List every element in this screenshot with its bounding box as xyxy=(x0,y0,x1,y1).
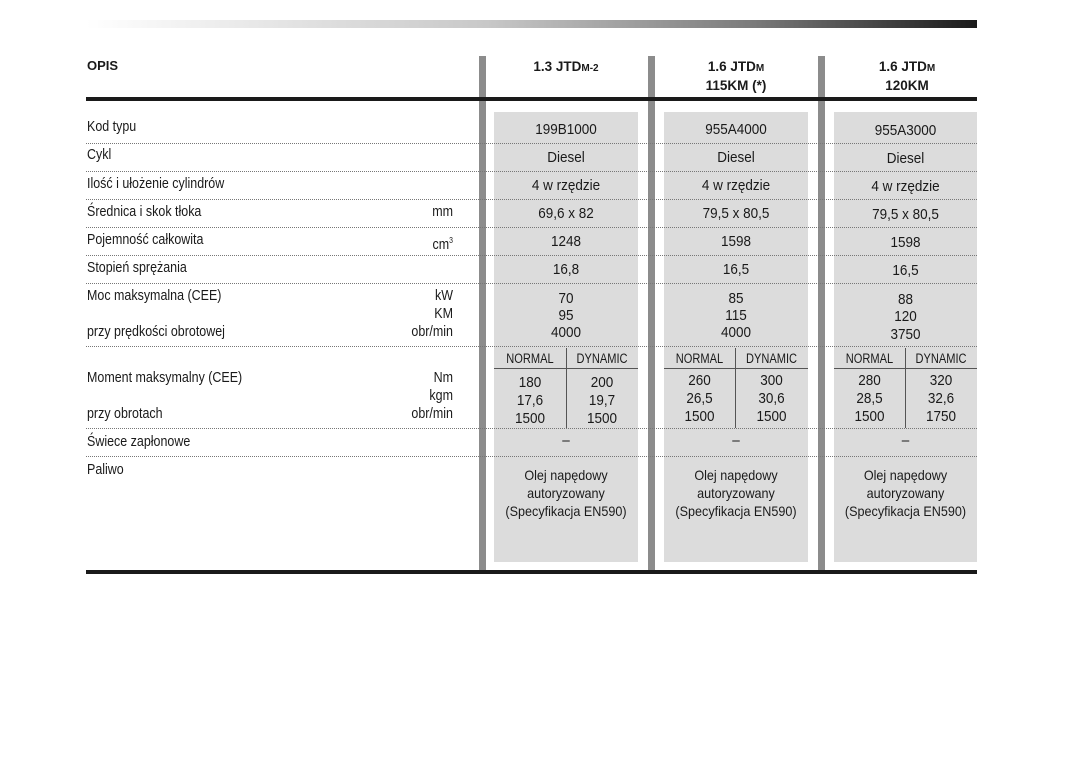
column-header-2-suffix: M xyxy=(755,63,765,74)
cykl-value-1: Diesel xyxy=(547,149,585,166)
paliwo-value-3-line2: autoryzowany xyxy=(866,485,945,501)
moc-unit-obr: obr/min xyxy=(411,324,453,340)
moment-normal-kgm-1: 17,6 xyxy=(516,392,544,409)
header-label: OPIS xyxy=(87,58,119,73)
pojemnosc-unit xyxy=(376,232,453,254)
moc-kw-3: 88 xyxy=(897,291,914,308)
swiece-value-3: – xyxy=(901,432,910,449)
column-header-2-name: 1.6 JTD xyxy=(707,59,756,74)
mode-dynamic-3: DYNAMIC xyxy=(915,351,967,366)
column-separator xyxy=(648,56,655,572)
mode-dynamic-1: DYNAMIC xyxy=(576,351,628,366)
row-label-stopien: Stopień sprężania xyxy=(87,260,187,276)
paliwo-value-3-line1: Olej napędowy xyxy=(863,467,948,483)
stopien-value-1: 16,8 xyxy=(552,261,580,278)
mode-normal-2: NORMAL xyxy=(675,351,724,366)
mode-normal-3: NORMAL xyxy=(845,351,894,366)
pojemnosc-unit-exponent: 3 xyxy=(449,236,453,245)
cykl-value-3: Diesel xyxy=(886,150,925,167)
stopien-value-3: 16,5 xyxy=(892,262,919,279)
moment-normal-kgm-2: 26,5 xyxy=(686,390,713,407)
moment-unit-kgm: kgm xyxy=(429,388,453,404)
column-header-2-power: 115KM (*) xyxy=(705,78,767,93)
moment-dynamic-nm-1: 200 xyxy=(590,374,614,391)
moc-obr-3: 3750 xyxy=(890,326,921,343)
paliwo-value-2-line2: autoryzowany xyxy=(697,485,775,501)
row-label-moc-obroty: przy prędkości obrotowej xyxy=(87,324,225,340)
moment-dynamic-obr-2: 1500 xyxy=(756,408,787,425)
moment-dynamic-kgm-1: 19,7 xyxy=(588,392,616,409)
mode-divider xyxy=(905,348,906,428)
row-label-swiece: Świece zapłonowe xyxy=(87,434,191,450)
moment-dynamic-kgm-2: 30,6 xyxy=(758,390,785,407)
row-label-kod-typu: Kod typu xyxy=(87,119,137,135)
row-label-cylindry: Ilość i ułożenie cylindrów xyxy=(87,176,225,192)
row-label-srednica: Średnica i skok tłoka xyxy=(87,204,202,220)
stopien-value-2: 16,5 xyxy=(722,261,750,278)
cyl-value-1: 4 w rzędzie xyxy=(531,177,601,194)
srednica-unit: mm xyxy=(432,204,453,220)
moc-obr-1: 4000 xyxy=(550,324,582,341)
row-label-paliwo: Paliwo xyxy=(87,462,124,478)
moment-normal-obr-1: 1500 xyxy=(514,410,546,427)
moment-dynamic-obr-3: 1750 xyxy=(925,408,957,425)
moment-unit-obr: obr/min xyxy=(411,406,453,422)
cykl-value-2: Diesel xyxy=(717,149,755,166)
srednica-value-1: 69,6 x 82 xyxy=(538,205,594,222)
top-gradient-bar xyxy=(86,20,977,28)
row-separator xyxy=(86,456,977,457)
mode-divider xyxy=(566,348,567,428)
kod-value-1: 199B1000 xyxy=(535,121,597,138)
column-separator xyxy=(818,56,825,572)
pojemnosc-value-2: 1598 xyxy=(720,233,752,250)
moment-dynamic-nm-2: 300 xyxy=(760,372,783,389)
kod-value-2: 955A4000 xyxy=(705,121,767,138)
moc-km-1: 95 xyxy=(558,307,574,324)
mode-normal-1: NORMAL xyxy=(506,351,554,366)
row-separator xyxy=(86,143,977,144)
moc-kw-2: 85 xyxy=(728,290,744,307)
header-rule xyxy=(86,97,977,101)
moment-normal-nm-3: 280 xyxy=(858,372,881,389)
pojemnosc-value-3: 1598 xyxy=(890,234,921,251)
row-separator xyxy=(86,255,977,256)
cyl-value-3: 4 w rzędzie xyxy=(871,178,940,195)
cyl-value-2: 4 w rzędzie xyxy=(701,177,771,194)
pojemnosc-unit-base: cm xyxy=(432,236,450,253)
kod-value-3: 955A3000 xyxy=(874,122,937,139)
column-header-1-name: 1.3 JTD xyxy=(533,59,582,74)
moment-dynamic-nm-3: 320 xyxy=(929,372,953,389)
swiece-value-2: – xyxy=(732,432,740,449)
footer-rule xyxy=(86,570,977,574)
srednica-value-2: 79,5 x 80,5 xyxy=(702,205,770,222)
row-label-moment: Moment maksymalny (CEE) xyxy=(87,370,243,386)
moment-normal-nm-1: 180 xyxy=(518,374,542,391)
pojemnosc-value-1: 1248 xyxy=(550,233,582,250)
row-separator xyxy=(86,199,977,200)
row-label-cykl: Cykl xyxy=(87,147,112,163)
column-separator xyxy=(479,56,486,572)
column-header-1 xyxy=(493,58,639,77)
column-header-3-suffix: M xyxy=(926,63,936,74)
moc-km-2: 115 xyxy=(725,307,747,324)
moc-obr-2: 4000 xyxy=(720,324,752,341)
row-separator xyxy=(86,227,977,228)
column-header-3-name: 1.6 JTD xyxy=(878,59,927,74)
column-header-1-suffix: M-2 xyxy=(581,63,599,74)
row-separator xyxy=(86,428,977,429)
column-header-3-power: 120KM xyxy=(885,78,929,93)
mode-dynamic-2: DYNAMIC xyxy=(745,351,798,366)
row-separator xyxy=(86,346,977,347)
swiece-value-1: – xyxy=(562,432,570,449)
mode-divider xyxy=(735,348,736,428)
moment-normal-nm-2: 260 xyxy=(688,372,711,389)
paliwo-value-2-line1: Olej napędowy xyxy=(694,467,778,483)
paliwo-value-3-line3: (Specyfikacja EN590) xyxy=(844,503,967,519)
paliwo-value-1-line2: autoryzowany xyxy=(527,485,605,501)
srednica-value-3: 79,5 x 80,5 xyxy=(872,206,939,223)
paliwo-value-2-line3: (Specyfikacja EN590) xyxy=(675,503,797,519)
paliwo-value-1-line1: Olej napędowy xyxy=(524,467,608,483)
column-header-3 xyxy=(834,58,980,94)
moment-unit-nm: Nm xyxy=(433,370,453,386)
moment-dynamic-kgm-3: 32,6 xyxy=(927,390,955,407)
mode-header-rule xyxy=(664,368,808,369)
moment-normal-obr-3: 1500 xyxy=(854,408,885,425)
column-header-2 xyxy=(663,58,809,94)
moment-normal-kgm-3: 28,5 xyxy=(856,390,883,407)
moc-unit-kw: kW xyxy=(434,288,453,304)
row-separator xyxy=(86,283,977,284)
moc-unit-km: KM xyxy=(434,306,453,322)
moc-kw-1: 70 xyxy=(558,290,574,307)
moc-km-3: 120 xyxy=(894,308,917,325)
moment-normal-obr-2: 1500 xyxy=(684,408,715,425)
row-label-moment-obroty: przy obrotach xyxy=(87,406,163,422)
paliwo-value-1-line3: (Specyfikacja EN590) xyxy=(505,503,627,519)
row-separator xyxy=(86,171,977,172)
row-label-moc: Moc maksymalna (CEE) xyxy=(87,288,222,304)
moment-dynamic-obr-1: 1500 xyxy=(586,410,618,427)
row-label-pojemnosc: Pojemność całkowita xyxy=(87,232,204,248)
